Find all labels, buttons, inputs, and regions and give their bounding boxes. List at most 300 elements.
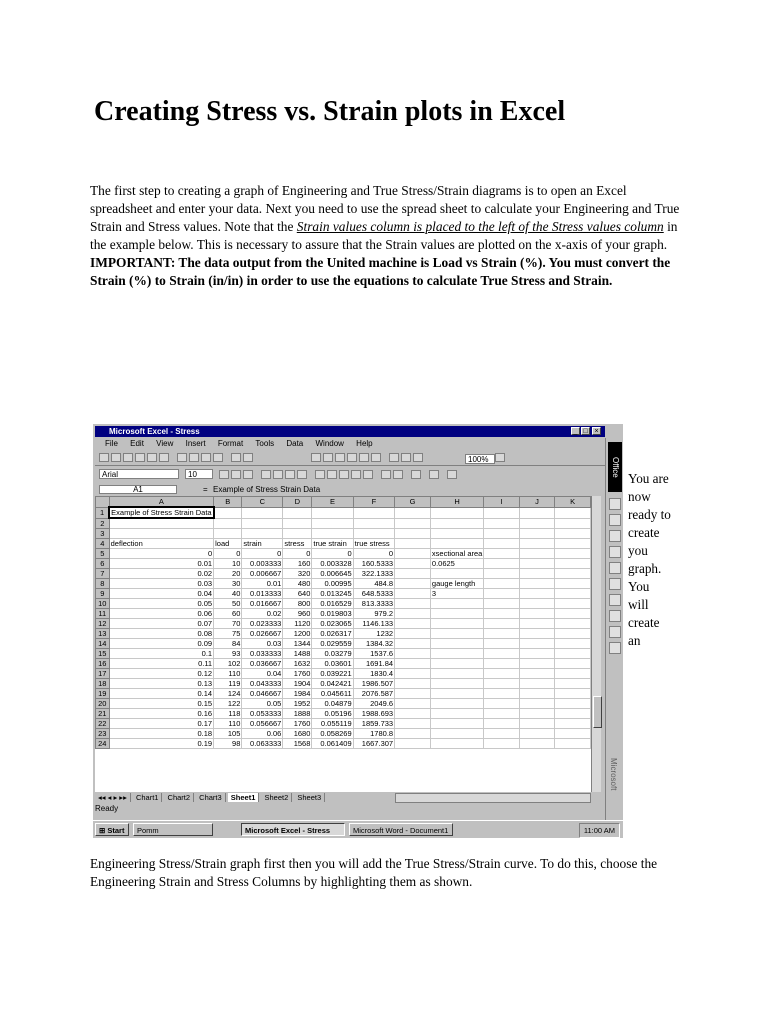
cell[interactable] — [519, 718, 555, 728]
cell[interactable]: 0.06 — [242, 728, 283, 738]
column-header-g[interactable]: G — [395, 497, 431, 508]
cell[interactable]: 0.036667 — [242, 658, 283, 668]
office-button-2[interactable] — [609, 514, 621, 526]
cell[interactable]: 960 — [283, 608, 312, 618]
column-header-j[interactable]: J — [519, 497, 555, 508]
cell[interactable] — [484, 668, 519, 678]
cell[interactable]: 1200 — [283, 628, 312, 638]
cell[interactable] — [555, 708, 591, 718]
cell[interactable]: 1568 — [283, 738, 312, 748]
cell[interactable]: 0.033333 — [242, 648, 283, 658]
cell[interactable] — [395, 618, 431, 628]
row-header[interactable]: 18 — [96, 678, 110, 688]
column-header-i[interactable]: I — [484, 497, 519, 508]
font-size-box[interactable]: 10 — [185, 469, 213, 479]
cell[interactable]: 102 — [214, 658, 242, 668]
comma-icon[interactable] — [339, 470, 349, 479]
cell[interactable] — [395, 688, 431, 698]
tab-sheet1[interactable]: Sheet1 — [228, 793, 260, 802]
cell[interactable]: 160.5333 — [353, 558, 394, 568]
cell[interactable] — [555, 738, 591, 748]
cell[interactable]: 1859.733 — [353, 718, 394, 728]
office-button-4[interactable] — [609, 546, 621, 558]
cell[interactable]: 1632 — [283, 658, 312, 668]
cell[interactable]: 0 — [109, 548, 213, 558]
menu-help[interactable]: Help — [356, 439, 373, 448]
cell[interactable] — [395, 698, 431, 708]
cell[interactable] — [519, 678, 555, 688]
row-header[interactable]: 16 — [96, 658, 110, 668]
select-all-corner[interactable] — [96, 497, 110, 508]
cell[interactable]: 0.026317 — [312, 628, 353, 638]
cell[interactable] — [519, 698, 555, 708]
vertical-scrollbar[interactable] — [591, 496, 601, 792]
cell[interactable] — [484, 698, 519, 708]
cell[interactable] — [519, 738, 555, 748]
tab-chart3[interactable]: Chart3 — [196, 793, 226, 802]
cell[interactable] — [519, 528, 555, 538]
office-button-8[interactable] — [609, 610, 621, 622]
cell[interactable] — [484, 548, 519, 558]
cell[interactable] — [484, 568, 519, 578]
preview-icon[interactable] — [147, 453, 157, 462]
cell[interactable]: 0.058269 — [312, 728, 353, 738]
map-icon[interactable] — [401, 453, 411, 462]
tab-sheet2[interactable]: Sheet2 — [261, 793, 292, 802]
cell[interactable] — [430, 718, 483, 728]
cell[interactable] — [484, 518, 519, 528]
cell[interactable] — [484, 708, 519, 718]
sort-asc-icon[interactable] — [359, 453, 369, 462]
tab-chart2[interactable]: Chart2 — [165, 793, 195, 802]
cell[interactable] — [312, 507, 353, 518]
taskbar-item-word[interactable]: Microsoft Word - Document1 — [349, 823, 453, 836]
cell[interactable] — [519, 638, 555, 648]
cell[interactable] — [395, 578, 431, 588]
cell[interactable] — [312, 528, 353, 538]
cell[interactable] — [484, 688, 519, 698]
cell[interactable]: 0.019803 — [312, 608, 353, 618]
cell[interactable]: 1986.507 — [353, 678, 394, 688]
cell[interactable]: 10 — [214, 558, 242, 568]
cell[interactable]: 122 — [214, 698, 242, 708]
column-header-e[interactable]: E — [312, 497, 353, 508]
cell[interactable]: 1830.4 — [353, 668, 394, 678]
cell[interactable] — [484, 538, 519, 548]
cell[interactable] — [555, 658, 591, 668]
cell[interactable] — [484, 618, 519, 628]
cell[interactable]: 98 — [214, 738, 242, 748]
cell[interactable]: 0.006645 — [312, 568, 353, 578]
scroll-thumb[interactable] — [593, 696, 602, 728]
percent-icon[interactable] — [327, 470, 337, 479]
row-header[interactable]: 10 — [96, 598, 110, 608]
cell[interactable]: 2076.587 — [353, 688, 394, 698]
row-header[interactable]: 14 — [96, 638, 110, 648]
cell[interactable]: 0.16 — [109, 708, 213, 718]
minimize-button[interactable]: _ — [571, 427, 580, 435]
column-header-b[interactable]: B — [214, 497, 242, 508]
cell[interactable]: 0.016667 — [242, 598, 283, 608]
bold-icon[interactable] — [219, 470, 229, 479]
cell[interactable]: 979.2 — [353, 608, 394, 618]
cell[interactable]: 0 — [353, 548, 394, 558]
cell[interactable]: strain — [242, 538, 283, 548]
underline-icon[interactable] — [243, 470, 253, 479]
function-icon[interactable] — [347, 453, 357, 462]
cell[interactable] — [430, 678, 483, 688]
cell[interactable] — [519, 658, 555, 668]
cell[interactable]: true stress — [353, 538, 394, 548]
row-header[interactable]: 9 — [96, 588, 110, 598]
cell[interactable]: stress — [283, 538, 312, 548]
cell[interactable] — [484, 728, 519, 738]
cell[interactable] — [430, 507, 483, 518]
cell[interactable]: 1537.6 — [353, 648, 394, 658]
cell[interactable]: 75 — [214, 628, 242, 638]
row-header[interactable]: 20 — [96, 698, 110, 708]
row-header[interactable]: 6 — [96, 558, 110, 568]
cell[interactable]: 119 — [214, 678, 242, 688]
cell[interactable] — [242, 518, 283, 528]
cell[interactable] — [395, 658, 431, 668]
cell[interactable]: 1984 — [283, 688, 312, 698]
column-header-h[interactable]: H — [430, 497, 483, 508]
cell[interactable] — [242, 507, 283, 518]
italic-icon[interactable] — [231, 470, 241, 479]
cell[interactable]: 0.12 — [109, 668, 213, 678]
cell[interactable] — [353, 507, 394, 518]
cell[interactable] — [484, 628, 519, 638]
cell[interactable]: 1780.8 — [353, 728, 394, 738]
cell[interactable] — [555, 548, 591, 558]
cell[interactable] — [395, 638, 431, 648]
cell[interactable]: 1344 — [283, 638, 312, 648]
cell[interactable] — [430, 618, 483, 628]
cell[interactable]: 0 — [312, 548, 353, 558]
cell[interactable]: 110 — [214, 668, 242, 678]
cell[interactable] — [484, 598, 519, 608]
cell[interactable]: 0.016529 — [312, 598, 353, 608]
help-icon[interactable] — [495, 453, 505, 462]
cell[interactable]: deflection — [109, 538, 213, 548]
cell[interactable] — [555, 558, 591, 568]
cell[interactable]: 0.01 — [242, 578, 283, 588]
cell[interactable] — [395, 538, 431, 548]
cell[interactable]: 800 — [283, 598, 312, 608]
row-header[interactable]: 2 — [96, 518, 110, 528]
cell[interactable]: 110 — [214, 718, 242, 728]
cell[interactable] — [555, 648, 591, 658]
cell[interactable] — [519, 728, 555, 738]
cell[interactable] — [484, 648, 519, 658]
cell[interactable] — [430, 638, 483, 648]
column-header-a[interactable]: A — [109, 497, 213, 508]
cell[interactable] — [430, 598, 483, 608]
cell[interactable]: 0.08 — [109, 628, 213, 638]
row-header[interactable]: 15 — [96, 648, 110, 658]
column-header-d[interactable]: D — [283, 497, 312, 508]
cell[interactable] — [430, 698, 483, 708]
cell[interactable] — [484, 588, 519, 598]
borders-icon[interactable] — [411, 470, 421, 479]
menu-edit[interactable]: Edit — [130, 439, 144, 448]
cell[interactable]: 1488 — [283, 648, 312, 658]
cell[interactable] — [484, 738, 519, 748]
cell[interactable] — [555, 598, 591, 608]
row-header[interactable]: 12 — [96, 618, 110, 628]
row-header[interactable]: 21 — [96, 708, 110, 718]
cell[interactable] — [484, 578, 519, 588]
indent-icon[interactable] — [381, 470, 391, 479]
name-box[interactable]: A1 — [99, 485, 177, 494]
office-button-9[interactable] — [609, 626, 621, 638]
cell[interactable]: 0.03279 — [312, 648, 353, 658]
cell[interactable]: 0.03 — [242, 638, 283, 648]
cell[interactable] — [555, 718, 591, 728]
cell[interactable] — [430, 728, 483, 738]
cell[interactable]: 0.11 — [109, 658, 213, 668]
menu-data[interactable]: Data — [286, 439, 304, 448]
cell[interactable] — [395, 628, 431, 638]
cell[interactable] — [395, 558, 431, 568]
cell[interactable]: 0.18 — [109, 728, 213, 738]
cell[interactable]: 0.00995 — [312, 578, 353, 588]
cell[interactable] — [519, 558, 555, 568]
menu-window[interactable]: Window — [315, 439, 344, 448]
cell[interactable] — [430, 658, 483, 668]
cell[interactable] — [555, 628, 591, 638]
align-center-icon[interactable] — [273, 470, 283, 479]
cell[interactable]: 0.03601 — [312, 658, 353, 668]
cell[interactable] — [519, 708, 555, 718]
cell[interactable] — [555, 538, 591, 548]
menu-insert[interactable]: Insert — [185, 439, 206, 448]
cell[interactable] — [555, 638, 591, 648]
cell[interactable]: 0.039221 — [312, 668, 353, 678]
cell[interactable] — [484, 658, 519, 668]
cell[interactable]: 1667.307 — [353, 738, 394, 748]
cell[interactable]: true strain — [312, 538, 353, 548]
web-icon[interactable] — [323, 453, 333, 462]
fill-color-icon[interactable] — [429, 470, 439, 479]
close-button[interactable]: × — [592, 427, 601, 435]
cell[interactable]: 0.006667 — [242, 568, 283, 578]
office-button-3[interactable] — [609, 530, 621, 542]
cell[interactable] — [519, 618, 555, 628]
cell[interactable]: 0.063333 — [242, 738, 283, 748]
cell[interactable]: 0.03 — [109, 578, 213, 588]
cell[interactable] — [519, 548, 555, 558]
align-right-icon[interactable] — [285, 470, 295, 479]
cell[interactable]: 1952 — [283, 698, 312, 708]
cell[interactable] — [430, 688, 483, 698]
cell[interactable] — [430, 668, 483, 678]
tab-nav-arrows-icon[interactable]: ◂◂ ◂ ▸ ▸▸ — [95, 793, 131, 802]
row-header[interactable]: 24 — [96, 738, 110, 748]
cell[interactable] — [430, 608, 483, 618]
cell[interactable]: 0.05 — [109, 598, 213, 608]
cell[interactable] — [109, 518, 213, 528]
cell[interactable]: 813.3333 — [353, 598, 394, 608]
font-name-box[interactable]: Arial — [99, 469, 179, 479]
cell[interactable] — [395, 738, 431, 748]
cell[interactable]: 0.026667 — [242, 628, 283, 638]
cell[interactable] — [430, 518, 483, 528]
cell[interactable] — [484, 638, 519, 648]
cell[interactable] — [519, 598, 555, 608]
cell[interactable]: 0.17 — [109, 718, 213, 728]
cell-table[interactable] — [95, 496, 591, 749]
cell[interactable]: gauge length — [430, 578, 483, 588]
redo-icon[interactable] — [243, 453, 253, 462]
cut-icon[interactable] — [177, 453, 187, 462]
cell[interactable]: 20 — [214, 568, 242, 578]
horizontal-scrollbar[interactable] — [395, 793, 591, 803]
office-button-5[interactable] — [609, 562, 621, 574]
font-color-icon[interactable] — [447, 470, 457, 479]
row-header[interactable]: 8 — [96, 578, 110, 588]
cell[interactable]: 0.042421 — [312, 678, 353, 688]
sort-desc-icon[interactable] — [371, 453, 381, 462]
cell[interactable]: 0.003328 — [312, 558, 353, 568]
start-button[interactable] — [95, 823, 129, 836]
cell[interactable]: 0.14 — [109, 688, 213, 698]
cell[interactable] — [430, 568, 483, 578]
row-header[interactable]: 22 — [96, 718, 110, 728]
cell[interactable]: 1384.32 — [353, 638, 394, 648]
save-icon[interactable] — [123, 453, 133, 462]
cell[interactable] — [395, 678, 431, 688]
cell[interactable]: 1988.693 — [353, 708, 394, 718]
menu-tools[interactable]: Tools — [255, 439, 275, 448]
cell[interactable] — [555, 688, 591, 698]
cell[interactable]: 0.0625 — [430, 558, 483, 568]
menu-format[interactable]: Format — [217, 439, 244, 448]
cell[interactable] — [555, 568, 591, 578]
cell[interactable] — [555, 728, 591, 738]
cell[interactable] — [395, 528, 431, 538]
cell[interactable]: 3 — [430, 588, 483, 598]
copy-icon[interactable] — [189, 453, 199, 462]
autosum-icon[interactable] — [335, 453, 345, 462]
row-header[interactable]: 19 — [96, 688, 110, 698]
cell[interactable] — [484, 528, 519, 538]
cell[interactable] — [555, 608, 591, 618]
cell[interactable] — [283, 528, 312, 538]
cell[interactable]: 124 — [214, 688, 242, 698]
cell[interactable]: 0.05 — [242, 698, 283, 708]
cell[interactable] — [395, 507, 431, 518]
cell[interactable] — [214, 528, 242, 538]
cell[interactable]: 0.055119 — [312, 718, 353, 728]
merge-icon[interactable] — [297, 470, 307, 479]
cell[interactable]: 0.04879 — [312, 698, 353, 708]
cell[interactable]: 320 — [283, 568, 312, 578]
tab-chart1[interactable]: Chart1 — [133, 793, 163, 802]
cell[interactable]: 0.003333 — [242, 558, 283, 568]
cell[interactable] — [395, 588, 431, 598]
cell[interactable] — [430, 528, 483, 538]
cell[interactable] — [312, 518, 353, 528]
worksheet-grid[interactable] — [95, 496, 591, 792]
row-header[interactable]: 23 — [96, 728, 110, 738]
cell[interactable] — [519, 628, 555, 638]
cell[interactable] — [395, 568, 431, 578]
cell[interactable]: 1888 — [283, 708, 312, 718]
cell[interactable]: 0.06 — [109, 608, 213, 618]
cell[interactable] — [395, 608, 431, 618]
cell[interactable]: 84 — [214, 638, 242, 648]
cell[interactable]: Example of Stress Strain Data — [111, 508, 212, 517]
cell[interactable]: load — [214, 538, 242, 548]
cell[interactable]: 0.04 — [109, 588, 213, 598]
menu-file[interactable]: File — [105, 439, 118, 448]
cell[interactable] — [283, 507, 312, 518]
align-left-icon[interactable] — [261, 470, 271, 479]
chart-wizard-icon[interactable] — [389, 453, 399, 462]
cell[interactable]: 480 — [283, 578, 312, 588]
row-header[interactable]: 13 — [96, 628, 110, 638]
row-header[interactable]: 11 — [96, 608, 110, 618]
cell[interactable]: 0.05196 — [312, 708, 353, 718]
cell[interactable] — [395, 648, 431, 658]
cell[interactable]: 60 — [214, 608, 242, 618]
cell[interactable]: 1904 — [283, 678, 312, 688]
cell[interactable] — [484, 718, 519, 728]
cell[interactable] — [555, 588, 591, 598]
cell[interactable] — [519, 688, 555, 698]
maximize-button[interactable]: □ — [581, 427, 590, 435]
cell[interactable] — [484, 608, 519, 618]
office-button-10[interactable] — [609, 642, 621, 654]
cell[interactable] — [555, 678, 591, 688]
cell[interactable]: 0 — [283, 548, 312, 558]
cell[interactable]: 0.056667 — [242, 718, 283, 728]
spell-icon[interactable] — [159, 453, 169, 462]
decrease-decimal-icon[interactable] — [363, 470, 373, 479]
cell[interactable]: 0.02 — [109, 568, 213, 578]
cell[interactable] — [519, 507, 555, 518]
row-header[interactable]: 17 — [96, 668, 110, 678]
cell[interactable] — [555, 507, 591, 518]
cell[interactable]: 0.19 — [109, 738, 213, 748]
cell[interactable]: 2049.6 — [353, 698, 394, 708]
cell[interactable] — [555, 668, 591, 678]
cell[interactable]: 484.8 — [353, 578, 394, 588]
row-header[interactable]: 1 — [96, 507, 110, 518]
cell[interactable] — [353, 528, 394, 538]
cell[interactable]: 50 — [214, 598, 242, 608]
cell[interactable] — [519, 538, 555, 548]
cell[interactable] — [214, 507, 242, 518]
cell[interactable] — [353, 518, 394, 528]
cell[interactable] — [555, 518, 591, 528]
cell[interactable] — [519, 588, 555, 598]
undo-icon[interactable] — [231, 453, 241, 462]
cell[interactable] — [519, 568, 555, 578]
cell[interactable]: 0.09 — [109, 638, 213, 648]
cell[interactable] — [214, 518, 242, 528]
cell[interactable] — [555, 528, 591, 538]
cell[interactable] — [395, 668, 431, 678]
cell[interactable]: 0.013333 — [242, 588, 283, 598]
cell[interactable] — [484, 558, 519, 568]
cell[interactable]: 648.5333 — [353, 588, 394, 598]
drawing-icon[interactable] — [413, 453, 423, 462]
row-header[interactable]: 4 — [96, 538, 110, 548]
row-header[interactable]: 3 — [96, 528, 110, 538]
